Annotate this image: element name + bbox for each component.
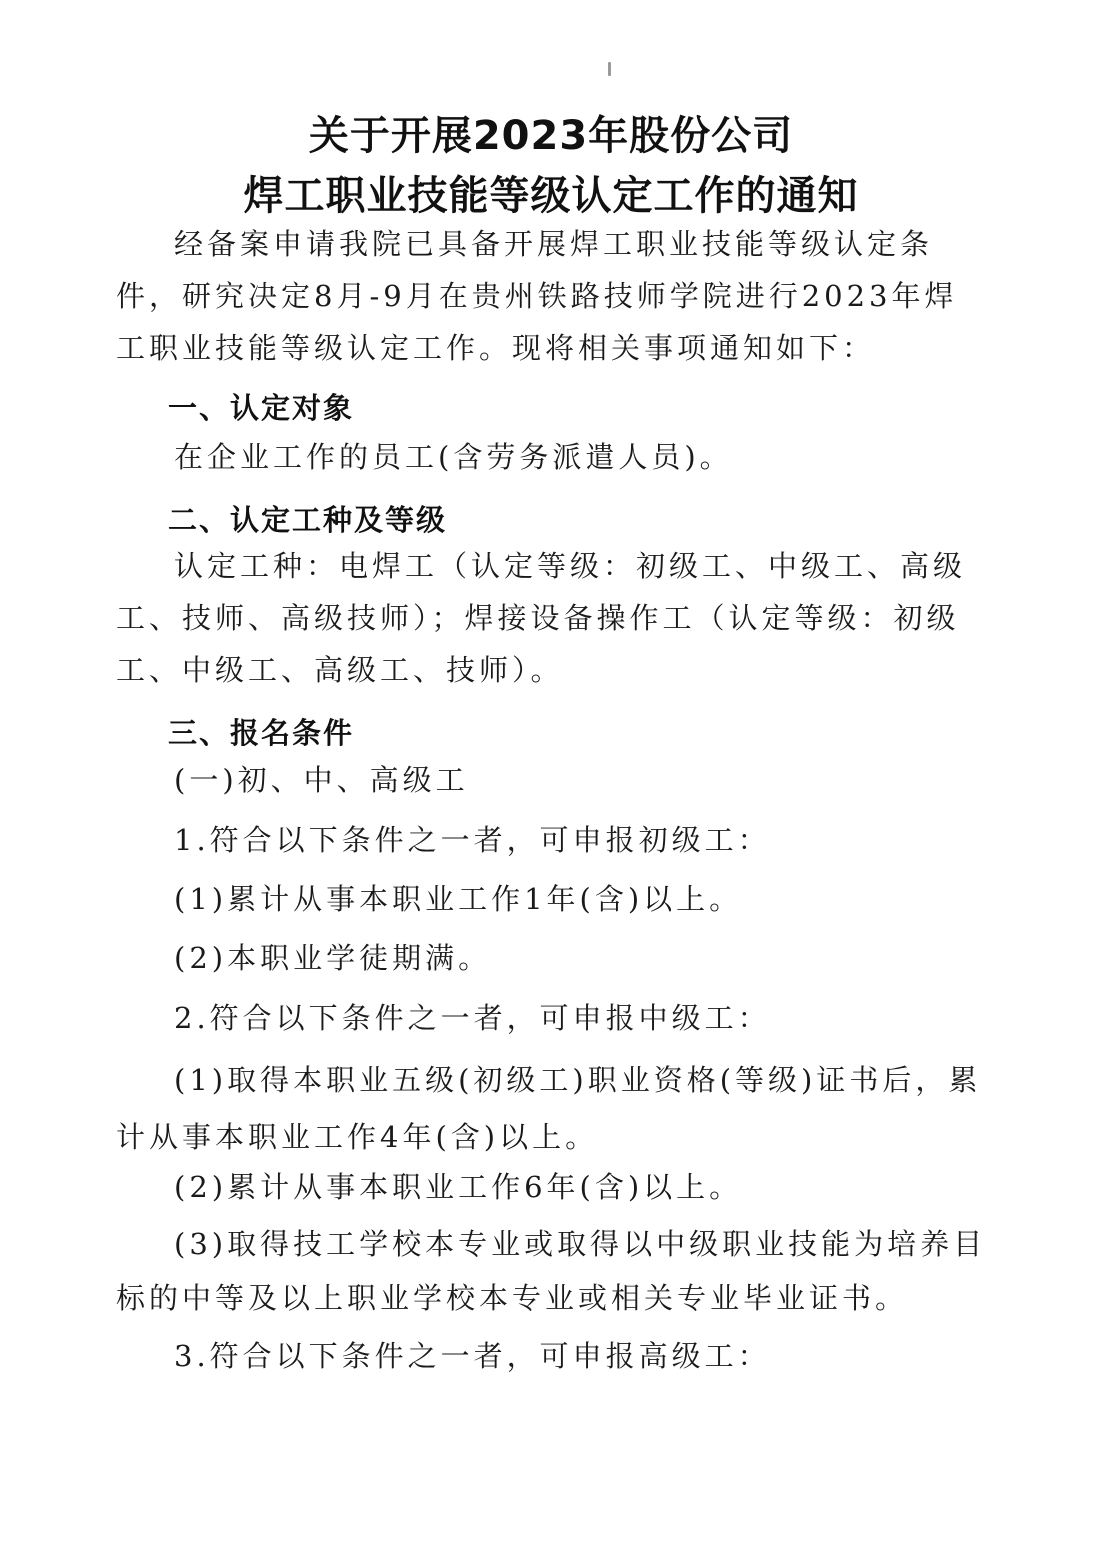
section-1-body: 在企业工作的员工(含劳务派遣人员)。 [174, 440, 733, 474]
condition-item-2: 2.符合以下条件之一者，可申报中级工： [174, 1001, 771, 1035]
document-title-line-2: 焊工职业技能等级认定工作的通知 [243, 173, 859, 219]
condition-item-1-2: (2)本职业学徒期满。 [174, 941, 492, 975]
condition-item-2-1-paragraph [116, 1052, 988, 1166]
section-1-heading: 一、认定对象 [168, 391, 355, 425]
condition-item-2-3-paragraph [116, 1217, 988, 1325]
condition-item-3: 3.符合以下条件之一者，可申报高级工： [174, 1339, 771, 1373]
condition-item-2-3: (3)取得技工学校本专业或取得以中级职业技能为培养目标的中等及以上职业学校本专业或相关专业毕业证书。 [116, 1227, 987, 1315]
condition-item-1: 1.符合以下条件之一者，可申报初级工： [174, 823, 771, 857]
section-2-paragraph [116, 540, 988, 696]
scan-mark [608, 62, 611, 76]
intro-text: 经备案申请我院已具备开展焊工职业技能等级认定条件，研究决定8月-9月在贵州铁路技师学院进行2023年焊工职业技能等级认定工作。现将相关事项通知如下： [116, 227, 958, 365]
section-2-heading: 二、认定工种及等级 [168, 503, 448, 537]
section-2-body: 认定工种：电焊工（认定等级：初级工、中级工、高级工、技师、高级技师）；焊接设备操作工（认定等级：初级工、中级工、高级工、技师）。 [116, 549, 967, 687]
condition-item-1-1: (1)累计从事本职业工作1年(含)以上。 [174, 882, 743, 916]
section-3-subheading: (一)初、中、高级工 [174, 763, 469, 797]
section-3-heading: 三、报名条件 [168, 716, 355, 750]
condition-item-2-1: (1)取得本职业五级(初级工)职业资格(等级)证书后，累计从事本职业工作4年(含)以上。 [116, 1063, 982, 1154]
intro-paragraph [116, 218, 988, 374]
condition-item-2-2: (2)累计从事本职业工作6年(含)以上。 [174, 1170, 743, 1204]
document-title-line-1: 关于开展2023年股份公司 [308, 113, 794, 159]
